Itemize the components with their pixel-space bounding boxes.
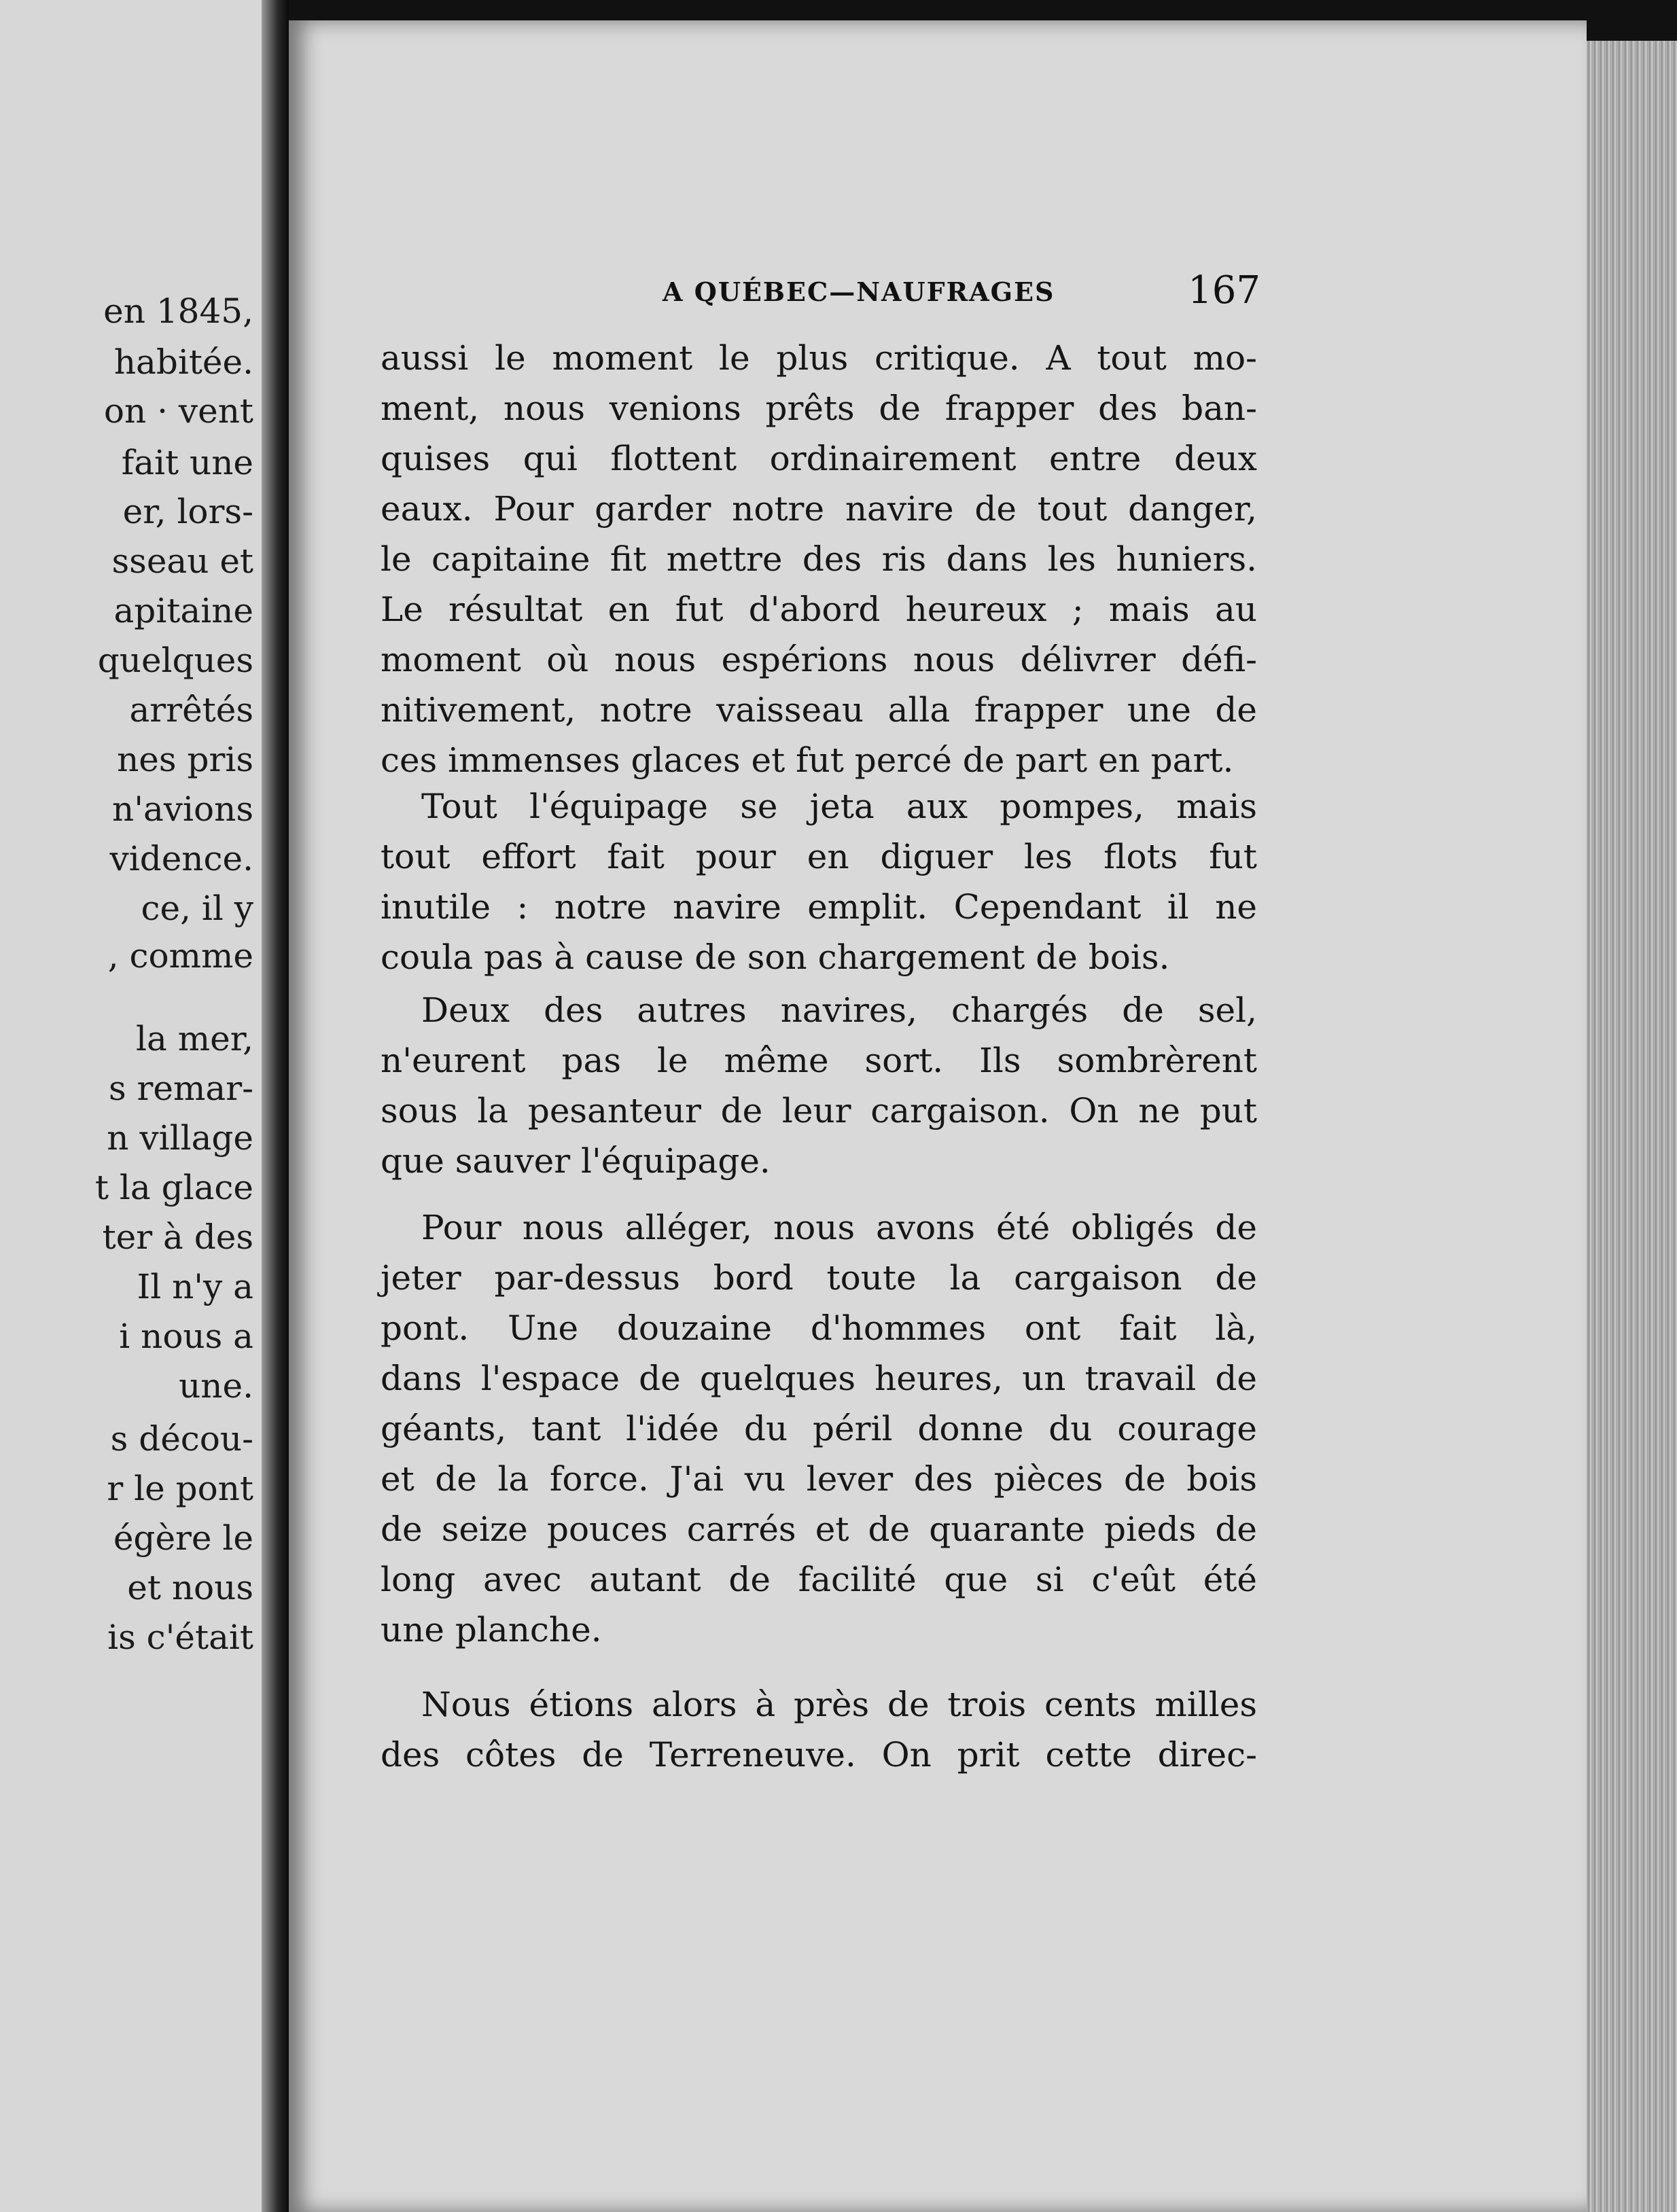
text-line: eaux. Pour garder notre navire de tout danger, <box>381 489 1257 529</box>
text-line: tout effort fait pour en diguer les flots fut <box>381 837 1257 876</box>
facing-page-line: sseau et <box>111 541 253 581</box>
facing-page-line: , comme <box>107 936 253 976</box>
page-edges <box>1587 41 1677 2212</box>
text-line: Pour nous alléger, nous avons été obligés de <box>421 1208 1257 1247</box>
running-head-title: A QUÉBEC—NAUFRAGES <box>663 276 1055 307</box>
text-line: dans l'espace de quelques heures, un travail de <box>381 1359 1257 1398</box>
text-line: géants, tant l'idée du péril donne du courage <box>381 1409 1257 1448</box>
facing-page-text <box>0 0 262 2212</box>
facing-page-line: une. <box>179 1366 253 1406</box>
book-gutter <box>262 0 289 2212</box>
facing-page-line: arrêtés <box>129 690 253 730</box>
facing-page-line: on · vent <box>103 391 253 431</box>
running-header <box>663 268 1274 316</box>
text-line: aussi le moment le plus critique. A tout mo- <box>381 338 1257 378</box>
facing-page-line: et nous <box>127 1568 253 1607</box>
facing-page-line: n village <box>107 1118 253 1158</box>
facing-page-line: ter à des <box>102 1217 253 1257</box>
text-line: sous la pesanteur de leur cargaison. On ne put <box>381 1091 1257 1130</box>
text-line: de seize pouces carrés et de quarante pieds de <box>381 1510 1257 1549</box>
facing-page-line: i nous a <box>119 1317 253 1356</box>
text-line: et de la force. J'ai vu lever des pièces de bois <box>381 1459 1257 1499</box>
facing-page-line: is c'était <box>107 1618 253 1657</box>
facing-page-left <box>0 0 262 2212</box>
text-line: ment, nous venions prêts de frapper des ban- <box>381 389 1257 428</box>
text-line: coula pas à cause de son chargement de bois. <box>381 938 1170 977</box>
text-line: Le résultat en fut d'abord heureux ; mais au <box>381 590 1257 629</box>
facing-page-line: er, lors- <box>122 492 253 531</box>
text-line: Nous étions alors à près de trois cents milles <box>421 1685 1257 1724</box>
paragraph <box>381 333 1257 785</box>
facing-page-line: la mer, <box>136 1019 253 1058</box>
text-line: des côtes de Terreneuve. On prit cette direc- <box>381 1735 1257 1774</box>
facing-page-line: s remar- <box>108 1069 253 1108</box>
facing-page-line: égère le <box>113 1518 253 1558</box>
paragraph <box>381 985 1257 1186</box>
text-line: quises qui flottent ordinairement entre deux <box>381 439 1257 478</box>
text-line: une planche. <box>381 1610 602 1649</box>
facing-page-line: n'avions <box>112 789 253 829</box>
text-line: Tout l'équipage se jeta aux pompes, mais <box>421 787 1257 826</box>
text-line: long avec autant de facilité que si c'eût été <box>381 1560 1257 1599</box>
facing-page-line: s décou- <box>110 1419 253 1459</box>
facing-page-line: ce, il y <box>141 889 253 928</box>
paragraph <box>381 1202 1257 1655</box>
facing-page-line: quelques <box>97 641 253 680</box>
facing-page-line: vidence. <box>109 839 253 878</box>
text-line: Deux des autres navires, chargés de sel, <box>421 991 1257 1030</box>
facing-page-line: t la glace <box>94 1168 253 1207</box>
scan-top-border <box>289 0 1677 20</box>
facing-page-line: Il n'y a <box>137 1267 253 1306</box>
facing-page-line: en 1845, <box>103 291 253 331</box>
text-line: nitivement, notre vaisseau alla frapper une de <box>381 690 1257 730</box>
text-line: le capitaine fit mettre des ris dans les huniers. <box>381 539 1257 579</box>
facing-page-line: apitaine <box>113 591 253 630</box>
paragraph <box>381 1679 1257 1780</box>
paragraph <box>381 781 1257 982</box>
facing-page-line: habitée. <box>113 342 253 382</box>
text-line: que sauver l'équipage. <box>381 1141 771 1181</box>
text-line: n'eurent pas le même sort. Ils sombrèrent <box>381 1041 1257 1080</box>
facing-page-line: r le pont <box>107 1469 253 1508</box>
facing-page-line: fait une <box>121 443 253 482</box>
text-line: inutile : notre navire emplit. Cependant il ne <box>381 887 1257 927</box>
facing-page-line: nes pris <box>117 740 253 779</box>
text-line: moment où nous espérions nous délivrer défi- <box>381 640 1257 679</box>
page-number: 167 <box>1188 268 1260 313</box>
text-line: ces immenses glaces et fut percé de part en part. <box>381 741 1234 780</box>
text-line: jeter par-dessus bord toute la cargaison de <box>381 1258 1257 1298</box>
text-line: pont. Une douzaine d'hommes ont fait là, <box>381 1308 1257 1348</box>
